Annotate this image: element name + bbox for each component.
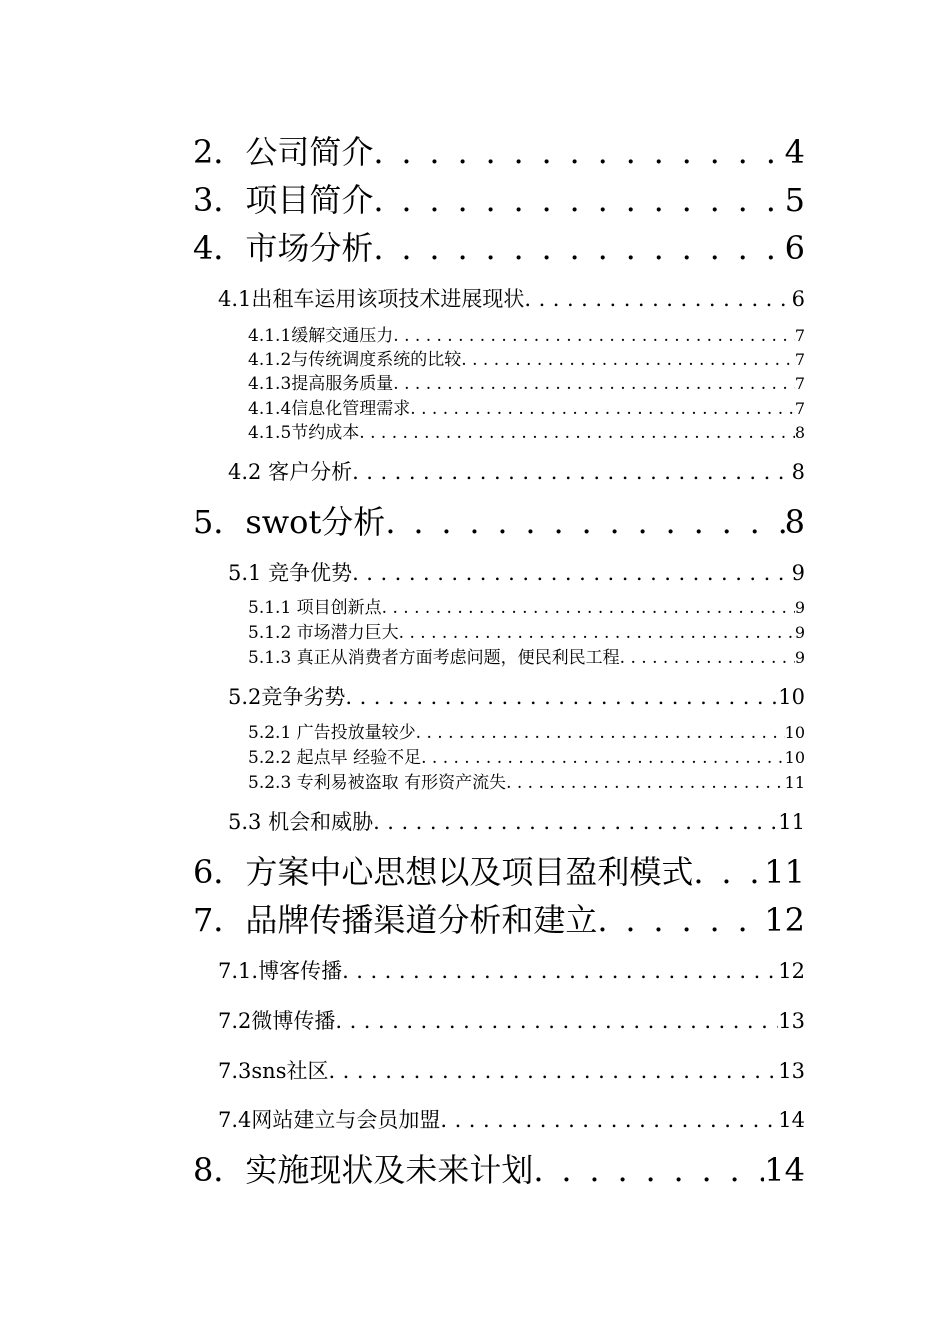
toc-entry-title: 7.1.博客传播 — [218, 959, 343, 983]
dot-leader — [385, 500, 784, 544]
toc-entry-page: 5 — [784, 181, 805, 219]
toc-entry — [218, 284, 805, 314]
toc-entry-title: 5.2.2 起点早 经验不足 — [248, 748, 422, 768]
dot-leader — [393, 324, 795, 348]
toc-entry-page: 13 — [778, 1009, 805, 1033]
toc-entry — [218, 956, 805, 986]
toc-entry — [248, 721, 805, 745]
toc-entry-page: 8 — [794, 423, 805, 442]
toc-entry-title: 7.4网站建立与会员加盟 — [218, 1108, 441, 1132]
toc-entry-page: 10 — [784, 723, 805, 742]
dot-leader — [399, 621, 795, 645]
toc-entry — [218, 1006, 805, 1036]
toc-entry-page: 11 — [764, 853, 805, 891]
toc-entry-title: 4.1.4信息化管理需求 — [248, 399, 411, 419]
dot-leader — [524, 284, 791, 314]
toc-entry-page: 9 — [791, 561, 805, 585]
toc-entry-page: 10 — [784, 748, 805, 767]
toc-entry-title: 7.2微博传播 — [218, 1009, 336, 1033]
dot-leader — [335, 1006, 778, 1036]
toc-entry-title: 6．方案中心思想以及项目盈利模式 — [193, 853, 694, 891]
toc-entry-page: 7 — [794, 374, 805, 393]
toc-entry — [248, 596, 805, 620]
toc-entry-title: 5.1.2 市场潜力巨大 — [248, 623, 399, 643]
toc-entry — [193, 1148, 805, 1192]
toc-entry — [248, 421, 805, 445]
toc-entry-title: 4．市场分析 — [193, 229, 374, 267]
dot-leader — [373, 130, 784, 174]
toc-entry — [248, 348, 805, 372]
dot-leader — [440, 1105, 778, 1135]
toc-entry-title: 4.2 客户分析 — [228, 460, 353, 484]
toc-entry — [248, 324, 805, 348]
toc-entry — [248, 771, 805, 795]
toc-entry — [218, 1105, 805, 1135]
dot-leader — [328, 1056, 778, 1086]
toc-entry-page: 13 — [778, 1059, 805, 1083]
toc-entry — [248, 646, 805, 670]
dot-leader — [620, 646, 795, 670]
toc-entry-page: 7 — [794, 399, 805, 418]
dot-leader — [421, 746, 785, 770]
toc-entry-title: 5.1 竞争优势 — [228, 561, 353, 585]
toc-entry — [248, 621, 805, 645]
dot-leader — [693, 850, 764, 894]
toc-entry-page: 11 — [784, 773, 805, 792]
toc-entry-title: 8．实施现状及未来计划 — [193, 1151, 534, 1189]
toc-entry-title: 5.2.1 广告投放量较少 — [248, 723, 416, 743]
toc-entry — [248, 746, 805, 770]
dot-leader — [352, 457, 792, 487]
dot-leader — [373, 807, 778, 837]
toc-entry — [228, 682, 805, 712]
toc-entry-title: 4.1.2与传统调度系统的比较 — [248, 350, 462, 370]
toc-entry — [193, 130, 805, 174]
toc-entry — [218, 1056, 805, 1086]
toc-entry-page: 6 — [791, 287, 805, 311]
toc-entry-page: 9 — [794, 598, 805, 617]
toc-entry-page: 11 — [778, 810, 805, 834]
toc-entry — [248, 397, 805, 421]
toc-entry-page: 10 — [778, 685, 805, 709]
toc-entry — [228, 807, 805, 837]
toc-entry — [228, 558, 805, 588]
toc-entry-title: 4.1.5节约成本 — [248, 423, 360, 443]
toc-entry-title: 3．项目简介 — [193, 181, 374, 219]
toc-entry-page: 14 — [764, 1151, 805, 1189]
toc-entry-page: 7 — [794, 350, 805, 369]
toc-entry-title: 5．swot分析 — [193, 503, 386, 541]
dot-leader — [373, 178, 784, 222]
dot-leader — [373, 226, 784, 270]
toc-entry — [248, 372, 805, 396]
toc-entry-page: 8 — [791, 460, 805, 484]
dot-leader — [393, 372, 795, 396]
toc-entry-title: 2．公司简介 — [193, 133, 374, 171]
toc-entry-title: 7.3sns社区 — [218, 1059, 329, 1083]
toc-entry — [193, 898, 805, 942]
dot-leader — [342, 956, 778, 986]
toc-entry-title: 5.2竞争劣势 — [228, 685, 346, 709]
dot-leader — [345, 682, 778, 712]
toc-entry-page: 12 — [778, 959, 805, 983]
toc-entry — [193, 226, 805, 270]
toc-entry-page: 9 — [794, 623, 805, 642]
toc-entry-page: 4 — [784, 133, 805, 171]
toc-entry-page: 9 — [794, 648, 805, 667]
toc-entry-title: 5.3 机会和威胁 — [228, 810, 374, 834]
toc-entry-page: 14 — [778, 1108, 805, 1132]
dot-leader — [533, 1148, 764, 1192]
dot-leader — [382, 596, 795, 620]
toc-entry — [193, 850, 805, 894]
dot-leader — [410, 397, 795, 421]
toc-entry — [193, 500, 805, 544]
toc-entry-page: 8 — [784, 503, 805, 541]
toc-entry-page: 6 — [784, 229, 805, 267]
dot-leader — [359, 421, 795, 445]
toc-entry-page: 7 — [794, 326, 805, 345]
toc-entry-title: 5.2.3 专利易被盗取 有形资产流失 — [248, 773, 507, 793]
toc-entry-title: 7．品牌传播渠道分析和建立 — [193, 901, 598, 939]
dot-leader — [352, 558, 792, 588]
toc-entry-title: 5.1.1 项目创新点 — [248, 598, 382, 618]
toc-entry — [228, 457, 805, 487]
toc-entry — [193, 178, 805, 222]
toc-entry-title: 4.1.1缓解交通压力 — [248, 326, 394, 346]
dot-leader — [506, 771, 785, 795]
toc-entry-page: 12 — [764, 901, 805, 939]
toc-entry-title: 4.1.3提高服务质量 — [248, 374, 394, 394]
toc-entry-title: 5.1.3 真正从消费者方面考虑问题，便民利民工程 — [248, 648, 620, 668]
dot-leader — [461, 348, 795, 372]
dot-leader — [597, 898, 764, 942]
toc-entry-title: 4.1出租车运用该项技术进展现状 — [218, 287, 525, 311]
dot-leader — [416, 721, 785, 745]
